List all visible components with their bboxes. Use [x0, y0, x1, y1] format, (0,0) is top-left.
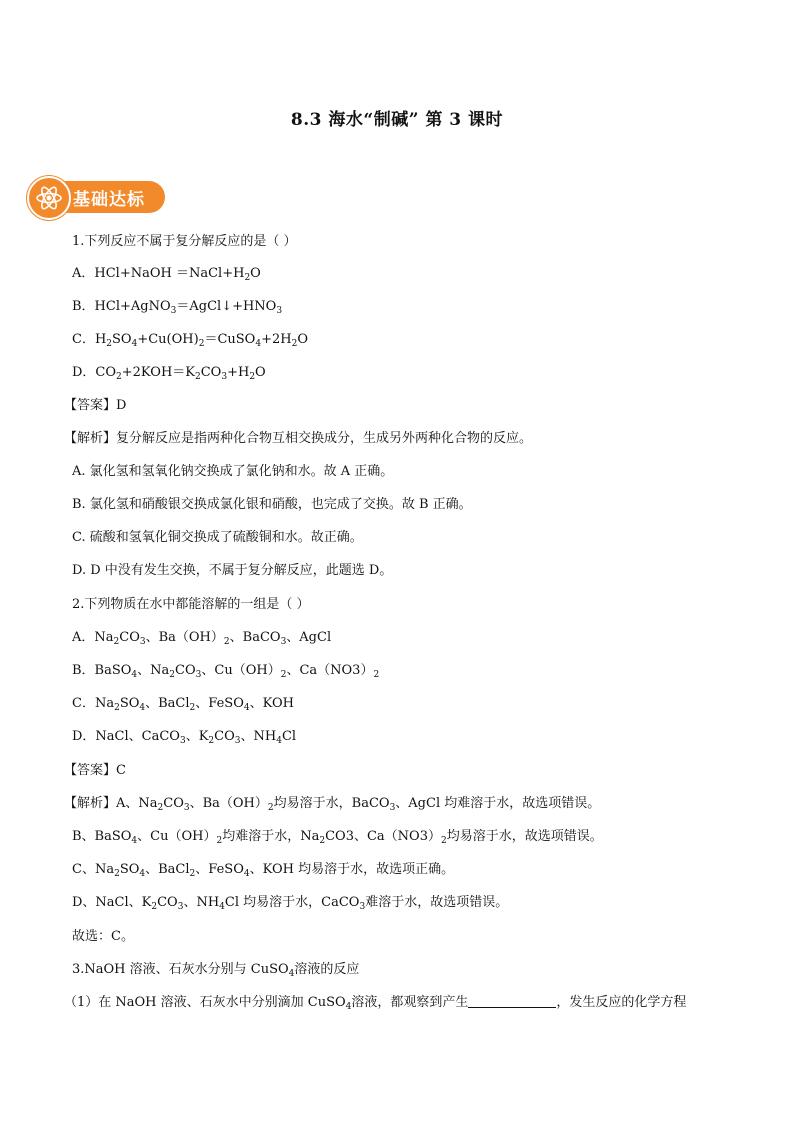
explanation-1d: D. D 中没有发生交换，不属于复分解反应，此题选 D。 [72, 563, 393, 578]
option-1c: C．$H_2SO_4+Cu(OH)_2=CuSO_4+2H_2O$ [72, 332, 308, 349]
answer-blank[interactable] [468, 995, 556, 1008]
option-2a: A．$Na_2CO_3$、$Ba(OH)_2$、BaCO$_3$、AgCl [72, 630, 332, 647]
explanation-1: 【解析】复分解反应是指两种化合物互相交换成分，生成另外两种化合物的反应。 [64, 431, 533, 446]
option-2c: C．$Na_2SO_4$、BaCl$_2$、FeSO$_4$、KOH [72, 696, 294, 713]
badge-label: 基础达标 [73, 190, 145, 210]
option-1b: B．$HCl+AgNO_3=AgCl↓+HNO_3$ [72, 299, 283, 316]
question-3-part-1: （1）在 NaOH 溶液、石灰水中分别滴加 CuSO$_4$溶液，都观察到产生 ，发生反应的化学方程 [64, 995, 687, 1012]
explanation-1c: C. 硫酸和氢氧化铜交换成了硫酸铜和水。故正确。 [72, 530, 363, 545]
question-1: 1.下列反应不属于复分解反应的是（ ） [72, 234, 297, 249]
question-2: 2.下列物质在水中都能溶解的一组是（ ） [72, 597, 310, 612]
option-1a: A．HCl+NaOH $=NaCl+H_2O$ [72, 266, 261, 283]
option-2d: D．NaCl、CaCO$_3$、$K_2CO_3$、$NH_4Cl$ [72, 729, 297, 746]
explanation-2c: C、$Na_2SO_4$、BaCl$_2$、FeSO$_4$、KOH 均易溶于水，故选项正确。 [72, 862, 455, 879]
atom-icon [27, 176, 71, 220]
page-title: 8.3 海水“制碱” 第 3 课时 [290, 110, 504, 130]
answer-2: 【答案】C [64, 763, 126, 778]
section-badge [27, 176, 169, 218]
choice-2: 故选：C。 [72, 929, 134, 944]
option-2b: B．BaSO$_4$、$Na_2CO_3$、$Cu(OH)_2$、$Ca(NO3)_2$ [72, 663, 380, 680]
question-3: 3.NaOH 溶液、石灰水分别与 CuSO$_4$溶液的反应 [72, 962, 360, 979]
explanation-1b: B. 氯化氢和硝酸银交换成氯化银和硝酸，也完成了交换。故 B 正确。 [72, 497, 472, 512]
explanation-2b: B、BaSO$_4$、$Cu(OH)_2$均难溶于水，$Na_2CO3$、$Ca(NO3)_2$均易溶于水，故选项错误。 [72, 829, 603, 846]
explanation-2d: D、NaCl、$K_2CO_3$、$NH_4Cl$ 均易溶于水，CaCO$_3$难溶于水，故选项错误。 [72, 895, 509, 912]
option-1d: D．$CO_2+2KOH=K_2CO_3+H_2O$ [72, 365, 266, 382]
answer-1: 【答案】D [64, 398, 127, 413]
explanation-1a: A. 氯化氢和氢氧化钠交换成了氯化钠和水。故 A 正确。 [72, 464, 394, 479]
explanation-2: 【解析】A、$Na_2CO_3$、$Ba(OH)_2$均易溶于水，BaCO$_3$、AgCl 均难溶于水，故选项错误。 [64, 796, 601, 813]
